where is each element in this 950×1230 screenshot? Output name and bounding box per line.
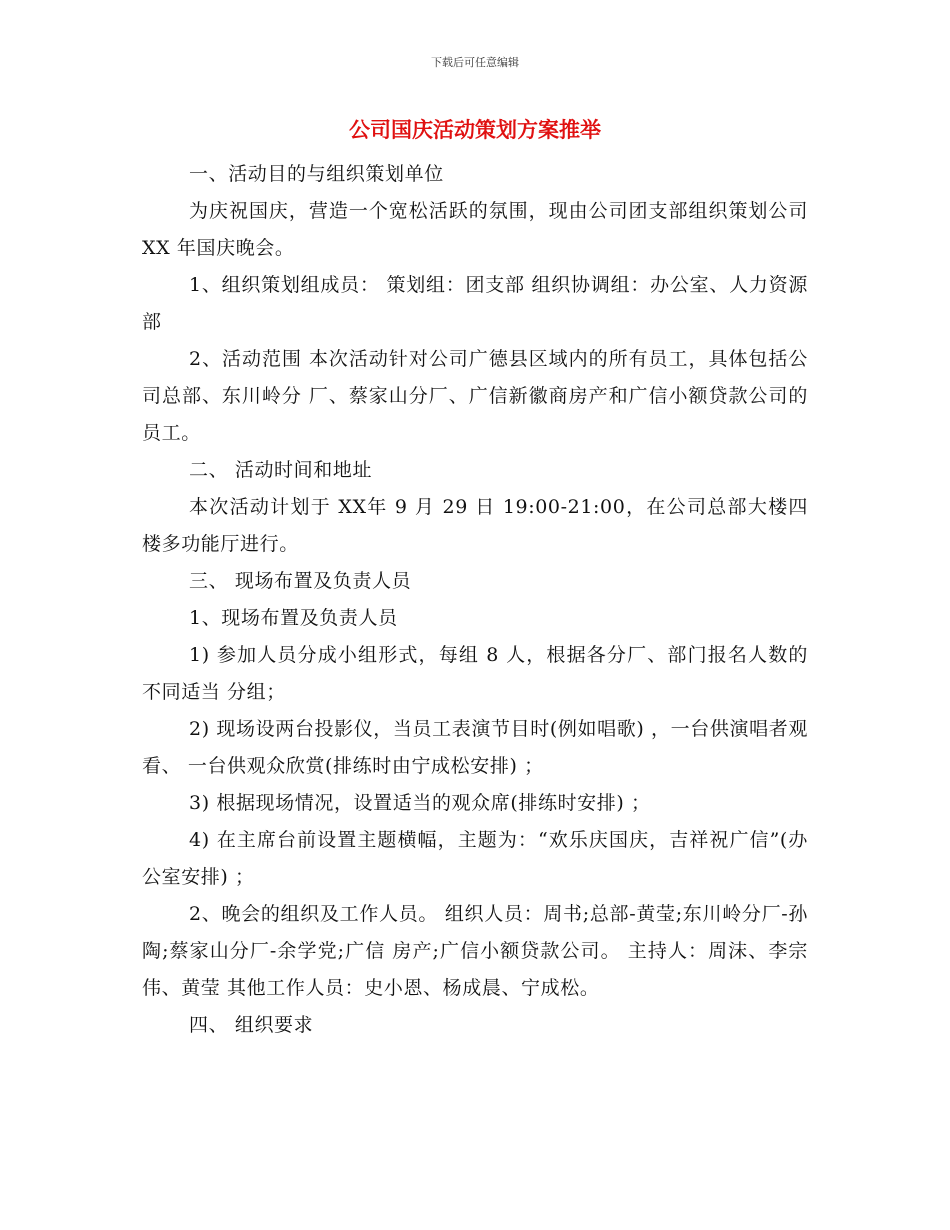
paragraph-organizers: 2、晚会的组织及工作人员。 组织人员：周书;总部-黄莹;东川岭分厂-孙陶;蔡家山分厂-余学党;广信 房产;广信小额贷款公司。 主持人：周沫、李宗伟、黄莹 其他工作人员：史小恩、杨成晨、宁成松。 [142, 903, 808, 999]
paragraph-planning-members: 1、组织策划组成员： 策划组：团支部 组织协调组：办公室、人力资源部 [142, 274, 808, 333]
paragraph-activity-scope: 2、活动范围 本次活动针对公司广德县区域内的所有员工，具体包括公司总部、东川岭分 厂、蔡家山分厂、广信新徽商房产和广信小额贷款公司的员工。 [142, 348, 808, 444]
subheading-venue-setup: 1、现场布置及负责人员 [189, 607, 398, 629]
paragraph-purpose: 为庆祝国庆，营造一个宽松活跃的氛围，现由公司团支部组织策划公司XX 年国庆晚会。 [142, 200, 808, 259]
header-note: 下载后可任意编辑 [431, 56, 519, 69]
list-item-projectors: 2) 现场设两台投影仪，当员工表演节目时(例如唱歌) ，一台供演唱者观看、 一台供观众欣赏(排练时由宁成松安排) ； [142, 718, 808, 777]
section-heading-1: 一、活动目的与组织策划单位 [189, 163, 444, 185]
paragraph-time-location: 本次活动计划于 XX年 9 月 29 日 19:00-21:00，在公司总部大楼四楼多功能厅进行。 [142, 496, 808, 555]
list-item-groups: 1) 参加人员分成小组形式，每组 8 人，根据各分厂、部门报名人数的不同适当 分组； [142, 644, 808, 703]
section-heading-2: 二、 活动时间和地址 [189, 459, 373, 481]
list-item-audience-seats: 3) 根据现场情况，设置适当的观众席(排练时安排) ； [189, 792, 651, 814]
document-title: 公司国庆活动策划方案推举 [349, 118, 601, 142]
section-heading-4: 四、 组织要求 [189, 1014, 314, 1036]
list-item-banner: 4) 在主席台前设置主题横幅，主题为：“欢乐庆国庆，吉祥祝广信”(办公室安排) ； [142, 829, 808, 888]
section-heading-3: 三、 现场布置及负责人员 [189, 570, 412, 592]
document-body [142, 156, 808, 1044]
